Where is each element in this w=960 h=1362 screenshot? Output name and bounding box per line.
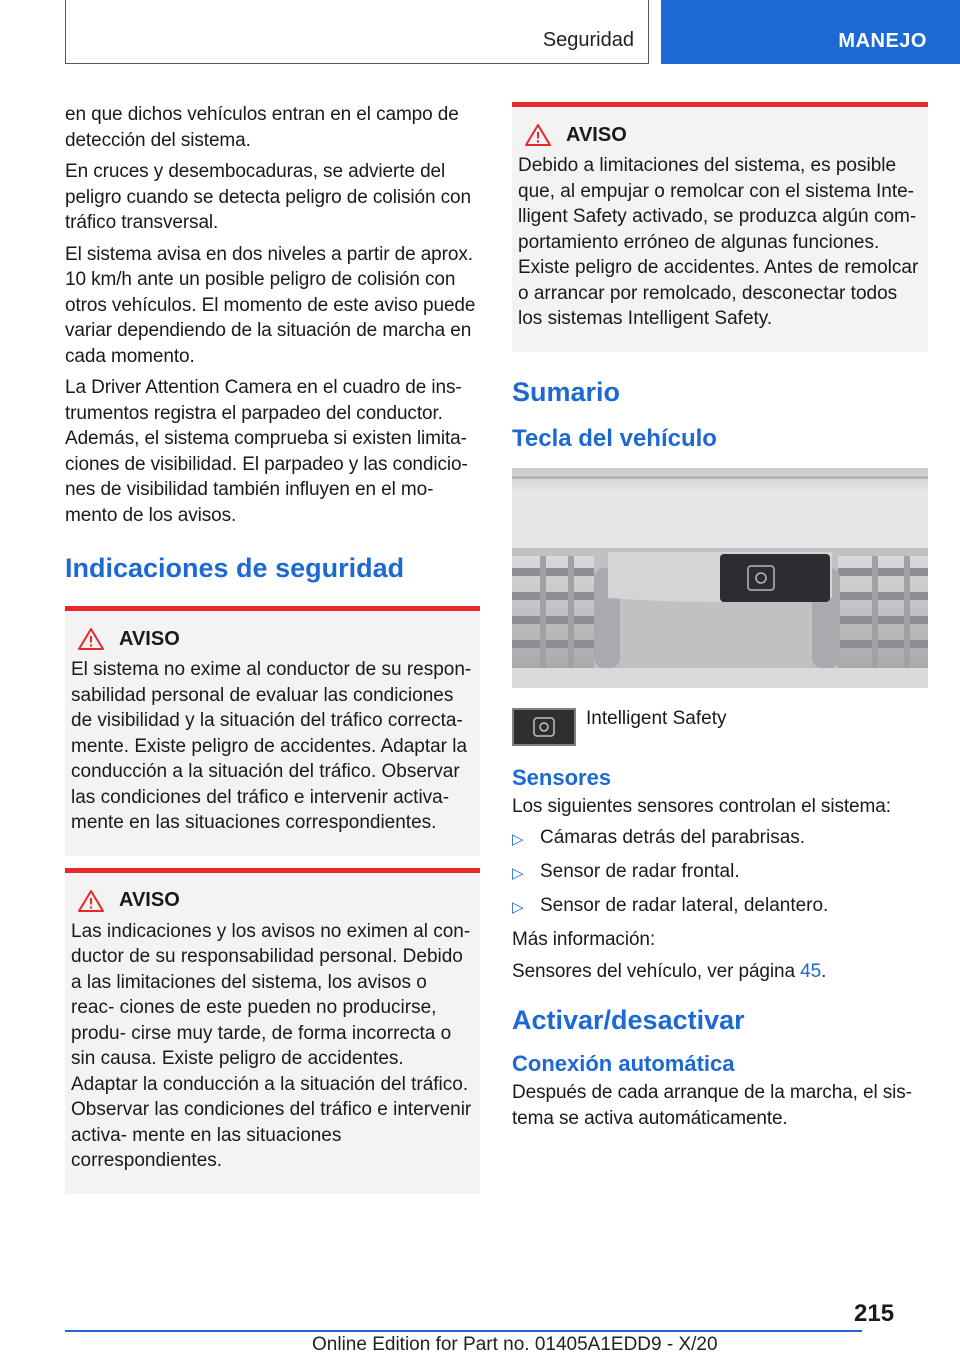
warning-box: [512, 102, 928, 352]
dashboard-illustration: [512, 468, 928, 688]
warning-box: [65, 868, 480, 1194]
paragraph: La Driver Attention Camera en el cuadro de ins- trumentos registra el parpadeo del conductor. Además, el sistema comprueba si existen limita- ciones de visibilidad. El parpadeo y las condicio- nes de visibilidad también influyen en el mo- mento de los avisos.: [65, 377, 468, 526]
page-number: 215: [854, 1300, 895, 1327]
section-heading: Indicaciones de seguridad: [65, 553, 405, 583]
right-column: [512, 102, 928, 1137]
footer-divider: [65, 1330, 862, 1332]
header-chapter-tab: [661, 0, 960, 64]
header-section-title: Seguridad: [542, 29, 634, 51]
subsection-heading-conexion: Conexión automática: [512, 1051, 735, 1076]
warning-triangle-icon: [77, 889, 105, 913]
paragraph: en que dichos vehículos entran en el campo de detección del sistema.: [65, 104, 459, 151]
warning-header: [518, 121, 922, 149]
paragraph: Los siguientes sensores controlan el sistema:: [512, 795, 891, 817]
list-item: ▷ Sensor de radar frontal.: [512, 859, 928, 886]
paragraph: En cruces y desembocaduras, se advierte del peligro cuando se detecta peligro de colisión con tráfico transversal.: [65, 161, 471, 233]
warning-title: AVISO: [119, 889, 180, 911]
footer-edition: Online Edition for Part no. 01405A1EDD9 - X/20: [312, 1334, 718, 1355]
list-item: ▷ Cámaras detrás del parabrisas.: [512, 825, 928, 852]
header-section-tab: [65, 0, 649, 64]
paragraph: El sistema avisa en dos niveles a partir de aprox. 10 km/h ante un posible peligro de colisión con otros vehículos. El momento de este aviso puede variar dependiendo de la situación de marcha en cada momento.: [65, 243, 476, 367]
paragraph: Después de cada arranque de la marcha, el sis- tema se activa automáticamente.: [512, 1082, 912, 1129]
warning-triangle-icon: [77, 627, 105, 651]
section-heading-activar: Activar/desactivar: [512, 1005, 745, 1035]
warning-title: AVISO: [566, 123, 627, 146]
triangle-bullet-icon: ▷: [512, 831, 524, 848]
warning-title: AVISO: [119, 627, 180, 650]
warning-triangle-icon: [524, 123, 552, 147]
reference-line: Sensores del vehículo, ver página 45.: [512, 960, 827, 982]
warning-header: [71, 625, 474, 653]
header-chapter-title: MANEJO: [838, 30, 927, 52]
intelligent-safety-label: Intelligent Safety: [586, 707, 727, 729]
warning-text: Debido a limitaciones del sistema, es posible que, al empujar o remolcar con el sistema Inte- lligent Safety activado, se produzca algún com- portamiento erróneo de algunas funciones. Existe peligro de accidentes. Antes de remolcar o arrancar por remolcado, desconectar todos los sistemas Intelligent Safety.: [518, 155, 919, 329]
warning-text: El sistema no exime al conductor de su respon- sabilidad personal de evaluar las condiciones de visibilidad y la situación del tráfico correcta- mente. Existe peligro de accidentes. Adaptar la conducción a la situación del tráfico. Observar las condiciones del tráfico e intervenir activa- mente en las situaciones correspondientes.: [71, 659, 472, 833]
warning-box: [65, 606, 480, 856]
page-reference-link[interactable]: 45: [800, 960, 822, 982]
warning-header: [71, 887, 474, 915]
subsection-heading-tecla: Tecla del vehículo: [512, 424, 717, 452]
left-column: [65, 102, 480, 1194]
list-item: ▷ Sensor de radar lateral, delantero.: [512, 893, 928, 920]
button-legend: [512, 708, 928, 754]
subsection-heading-sensores: Sensores: [512, 764, 612, 790]
warning-text: Las indicaciones y los avisos no eximen al con- ductor de su responsabilidad personal. Debido a las limitaciones del sistema, los avisos o reac- ciones de este pueden no producirse, produ- cirse muy tarde, de forma incorrecta o sin causa. Existe peligro de accidentes. Adaptar la conducción a la situación del tráfico. Observar las condiciones del tráfico e intervenir activa- mente en las situaciones correspondientes.: [71, 920, 472, 1171]
intelligent-safety-icon: [512, 708, 576, 746]
triangle-bullet-icon: ▷: [512, 865, 524, 882]
section-heading-sumario: Sumario: [512, 376, 621, 407]
triangle-bullet-icon: ▷: [512, 899, 524, 916]
dashboard-button-photo: [512, 468, 928, 688]
paragraph: Más información:: [512, 929, 656, 950]
sensor-list: [512, 825, 928, 920]
